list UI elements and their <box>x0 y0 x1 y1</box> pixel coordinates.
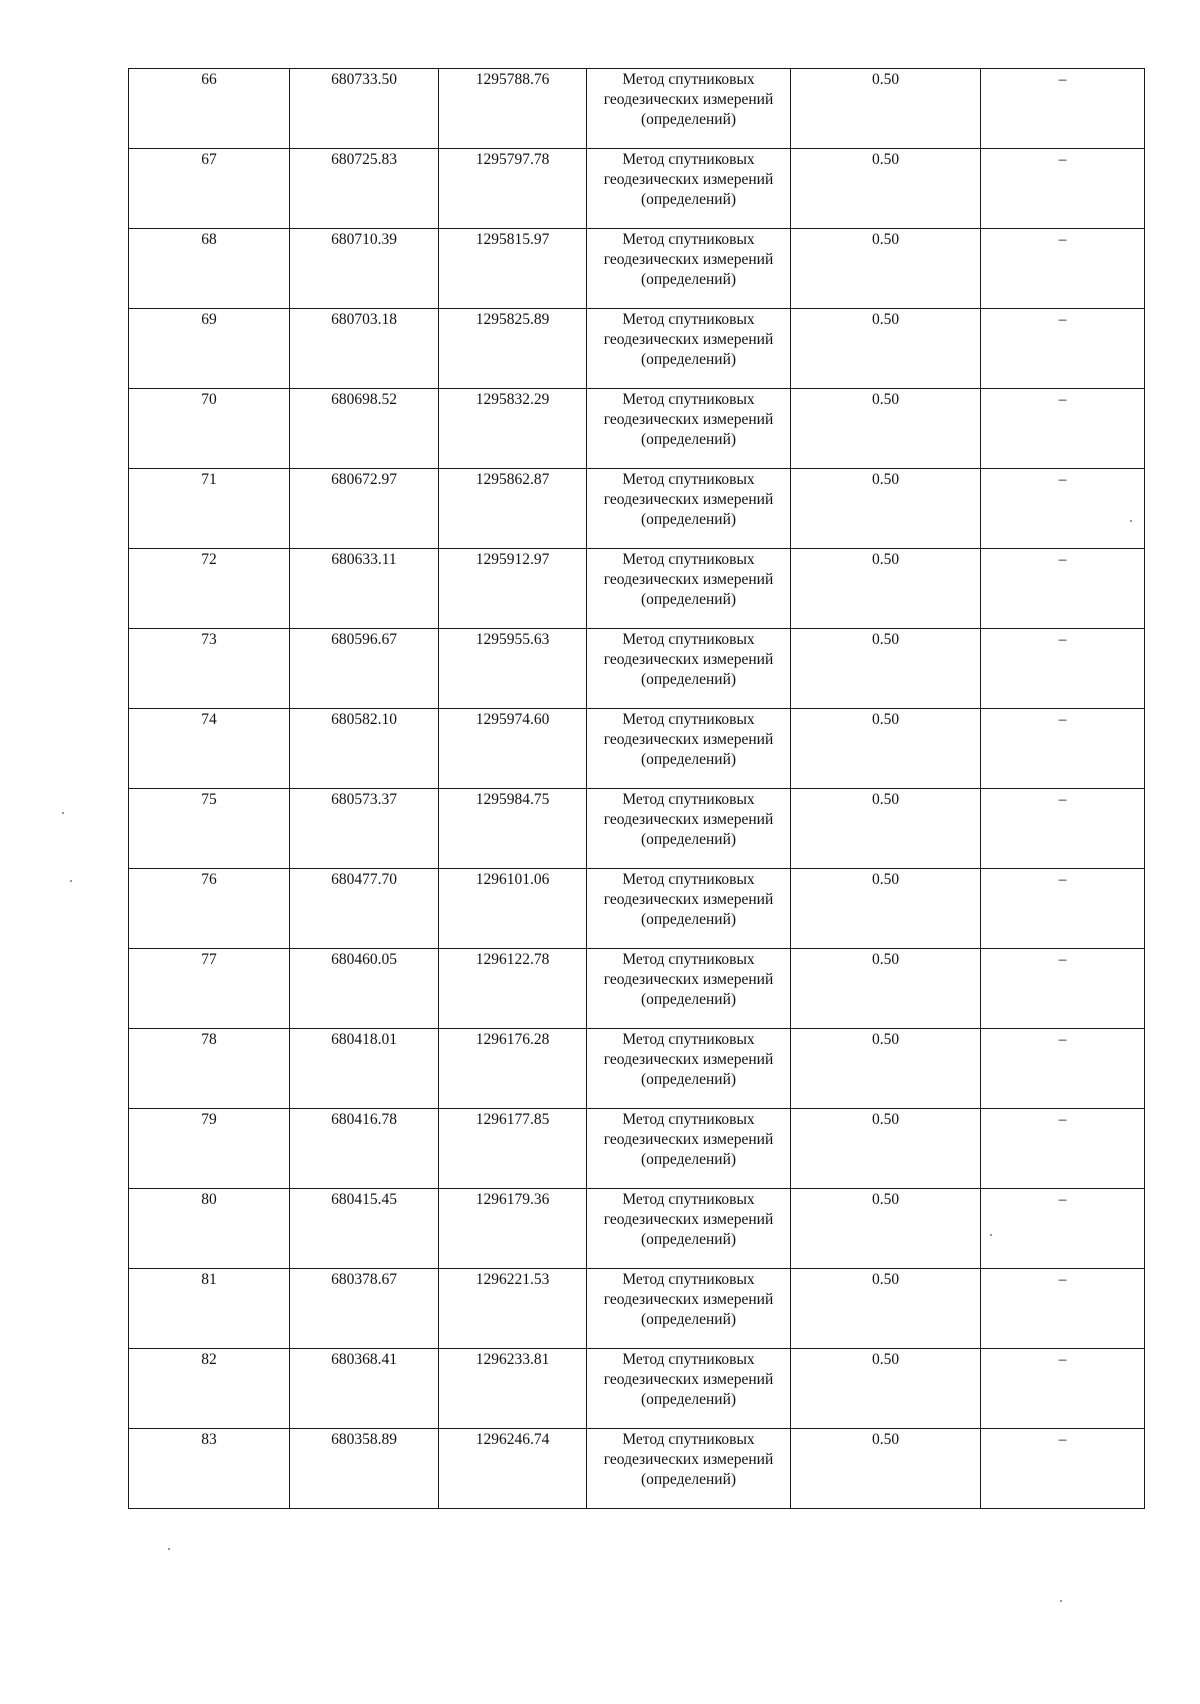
point-number-cell: 74 <box>129 709 290 789</box>
y-coordinate-cell: 1296176.28 <box>439 1029 587 1109</box>
table-row <box>129 1189 1145 1269</box>
accuracy-cell: 0.50 <box>791 1029 981 1109</box>
x-coordinate-cell: 680378.67 <box>290 1269 439 1349</box>
description-cell: – <box>981 629 1145 709</box>
description-cell: – <box>981 869 1145 949</box>
description-cell: – <box>981 1349 1145 1429</box>
accuracy-cell: 0.50 <box>791 949 981 1029</box>
description-cell: – <box>981 549 1145 629</box>
point-number-cell: 83 <box>129 1429 290 1509</box>
accuracy-cell: 0.50 <box>791 69 981 149</box>
description-cell: – <box>981 149 1145 229</box>
method-cell: Метод спутниковых геодезических измерений (определений) <box>587 949 791 1029</box>
point-number-cell: 67 <box>129 149 290 229</box>
point-number-cell: 70 <box>129 389 290 469</box>
scan-speck <box>1130 520 1132 522</box>
accuracy-cell: 0.50 <box>791 629 981 709</box>
table-row <box>129 1349 1145 1429</box>
scan-speck <box>168 1548 170 1550</box>
accuracy-cell: 0.50 <box>791 869 981 949</box>
x-coordinate-cell: 680733.50 <box>290 69 439 149</box>
y-coordinate-cell: 1295984.75 <box>439 789 587 869</box>
y-coordinate-cell: 1295788.76 <box>439 69 587 149</box>
x-coordinate-cell: 680710.39 <box>290 229 439 309</box>
method-cell: Метод спутниковых геодезических измерений (определений) <box>587 1349 791 1429</box>
point-number-cell: 77 <box>129 949 290 1029</box>
method-cell: Метод спутниковых геодезических измерений (определений) <box>587 1109 791 1189</box>
method-cell: Метод спутниковых геодезических измерений (определений) <box>587 1029 791 1109</box>
table-row <box>129 709 1145 789</box>
scan-speck <box>62 812 64 814</box>
coordinates-table-body <box>129 69 1145 1509</box>
y-coordinate-cell: 1295974.60 <box>439 709 587 789</box>
method-cell: Метод спутниковых геодезических измерений (определений) <box>587 629 791 709</box>
y-coordinate-cell: 1296122.78 <box>439 949 587 1029</box>
accuracy-cell: 0.50 <box>791 389 981 469</box>
y-coordinate-cell: 1295825.89 <box>439 309 587 389</box>
method-cell: Метод спутниковых геодезических измерений (определений) <box>587 229 791 309</box>
x-coordinate-cell: 680582.10 <box>290 709 439 789</box>
method-cell: Метод спутниковых геодезических измерений (определений) <box>587 549 791 629</box>
table-row <box>129 309 1145 389</box>
x-coordinate-cell: 680358.89 <box>290 1429 439 1509</box>
description-cell: – <box>981 309 1145 389</box>
table-row <box>129 389 1145 469</box>
description-cell: – <box>981 789 1145 869</box>
y-coordinate-cell: 1296101.06 <box>439 869 587 949</box>
y-coordinate-cell: 1295912.97 <box>439 549 587 629</box>
point-number-cell: 73 <box>129 629 290 709</box>
method-cell: Метод спутниковых геодезических измерений (определений) <box>587 309 791 389</box>
method-cell: Метод спутниковых геодезических измерений (определений) <box>587 789 791 869</box>
y-coordinate-cell: 1295955.63 <box>439 629 587 709</box>
accuracy-cell: 0.50 <box>791 1349 981 1429</box>
x-coordinate-cell: 680460.05 <box>290 949 439 1029</box>
y-coordinate-cell: 1295815.97 <box>439 229 587 309</box>
x-coordinate-cell: 680633.11 <box>290 549 439 629</box>
point-number-cell: 69 <box>129 309 290 389</box>
description-cell: – <box>981 1269 1145 1349</box>
table-row <box>129 149 1145 229</box>
point-number-cell: 80 <box>129 1189 290 1269</box>
point-number-cell: 81 <box>129 1269 290 1349</box>
table-row <box>129 869 1145 949</box>
table-row <box>129 549 1145 629</box>
point-number-cell: 72 <box>129 549 290 629</box>
x-coordinate-cell: 680418.01 <box>290 1029 439 1109</box>
method-cell: Метод спутниковых геодезических измерений (определений) <box>587 1429 791 1509</box>
description-cell: – <box>981 1429 1145 1509</box>
x-coordinate-cell: 680477.70 <box>290 869 439 949</box>
description-cell: – <box>981 69 1145 149</box>
method-cell: Метод спутниковых геодезических измерений (определений) <box>587 69 791 149</box>
accuracy-cell: 0.50 <box>791 149 981 229</box>
method-cell: Метод спутниковых геодезических измерений (определений) <box>587 1189 791 1269</box>
table-row <box>129 1429 1145 1509</box>
description-cell: – <box>981 229 1145 309</box>
y-coordinate-cell: 1296179.36 <box>439 1189 587 1269</box>
accuracy-cell: 0.50 <box>791 229 981 309</box>
table-row <box>129 789 1145 869</box>
point-number-cell: 75 <box>129 789 290 869</box>
method-cell: Метод спутниковых геодезических измерений (определений) <box>587 149 791 229</box>
point-number-cell: 76 <box>129 869 290 949</box>
scan-speck <box>1060 1600 1062 1602</box>
table-row <box>129 469 1145 549</box>
point-number-cell: 79 <box>129 1109 290 1189</box>
y-coordinate-cell: 1295797.78 <box>439 149 587 229</box>
accuracy-cell: 0.50 <box>791 789 981 869</box>
accuracy-cell: 0.50 <box>791 1189 981 1269</box>
x-coordinate-cell: 680672.97 <box>290 469 439 549</box>
point-number-cell: 68 <box>129 229 290 309</box>
method-cell: Метод спутниковых геодезических измерений (определений) <box>587 869 791 949</box>
method-cell: Метод спутниковых геодезических измерений (определений) <box>587 1269 791 1349</box>
point-number-cell: 71 <box>129 469 290 549</box>
coordinates-table <box>128 68 1145 1509</box>
description-cell: – <box>981 1029 1145 1109</box>
y-coordinate-cell: 1296221.53 <box>439 1269 587 1349</box>
x-coordinate-cell: 680596.67 <box>290 629 439 709</box>
description-cell: – <box>981 389 1145 469</box>
x-coordinate-cell: 680725.83 <box>290 149 439 229</box>
y-coordinate-cell: 1296177.85 <box>439 1109 587 1189</box>
x-coordinate-cell: 680573.37 <box>290 789 439 869</box>
accuracy-cell: 0.50 <box>791 549 981 629</box>
scan-speck <box>990 1234 992 1236</box>
description-cell: – <box>981 469 1145 549</box>
accuracy-cell: 0.50 <box>791 309 981 389</box>
x-coordinate-cell: 680368.41 <box>290 1349 439 1429</box>
table-row <box>129 69 1145 149</box>
x-coordinate-cell: 680415.45 <box>290 1189 439 1269</box>
description-cell: – <box>981 1189 1145 1269</box>
table-row <box>129 1109 1145 1189</box>
accuracy-cell: 0.50 <box>791 1429 981 1509</box>
y-coordinate-cell: 1296246.74 <box>439 1429 587 1509</box>
accuracy-cell: 0.50 <box>791 1109 981 1189</box>
x-coordinate-cell: 680416.78 <box>290 1109 439 1189</box>
accuracy-cell: 0.50 <box>791 469 981 549</box>
description-cell: – <box>981 1109 1145 1189</box>
point-number-cell: 82 <box>129 1349 290 1429</box>
method-cell: Метод спутниковых геодезических измерений (определений) <box>587 389 791 469</box>
description-cell: – <box>981 949 1145 1029</box>
table-row <box>129 629 1145 709</box>
accuracy-cell: 0.50 <box>791 709 981 789</box>
table-row <box>129 949 1145 1029</box>
y-coordinate-cell: 1295832.29 <box>439 389 587 469</box>
point-number-cell: 66 <box>129 69 290 149</box>
accuracy-cell: 0.50 <box>791 1269 981 1349</box>
table-row <box>129 229 1145 309</box>
table-row <box>129 1029 1145 1109</box>
y-coordinate-cell: 1296233.81 <box>439 1349 587 1429</box>
point-number-cell: 78 <box>129 1029 290 1109</box>
table-row <box>129 1269 1145 1349</box>
method-cell: Метод спутниковых геодезических измерений (определений) <box>587 709 791 789</box>
method-cell: Метод спутниковых геодезических измерений (определений) <box>587 469 791 549</box>
scan-speck <box>70 880 72 882</box>
x-coordinate-cell: 680698.52 <box>290 389 439 469</box>
x-coordinate-cell: 680703.18 <box>290 309 439 389</box>
description-cell: – <box>981 709 1145 789</box>
y-coordinate-cell: 1295862.87 <box>439 469 587 549</box>
